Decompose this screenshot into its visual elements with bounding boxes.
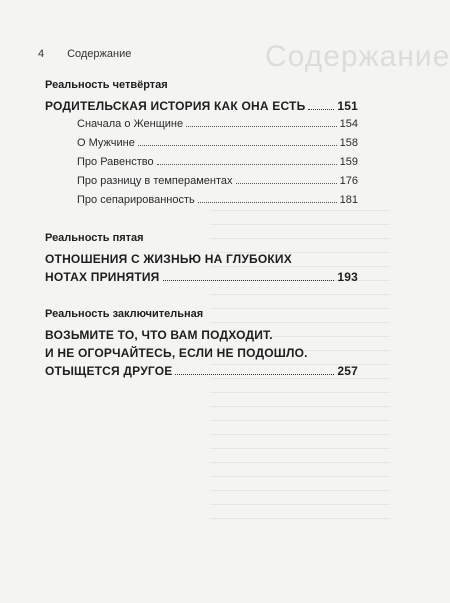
subentry-title: Про Равенство — [77, 156, 154, 168]
page-ref: 176 — [339, 175, 358, 187]
page-ref: 193 — [337, 270, 358, 284]
page-ref: 158 — [339, 137, 358, 149]
section-label: Реальность пятая — [45, 232, 144, 244]
subentry-title: Про разницу в темпераментах — [77, 175, 233, 187]
toc-section-4 — [45, 79, 358, 210]
toc-subentry[interactable] — [77, 191, 358, 210]
page-ref: 181 — [339, 194, 358, 206]
page-ref: 154 — [339, 118, 358, 130]
chapter-title-line[interactable]: ОТНОШЕНИЯ С ЖИЗНЬЮ НА ГЛУБОКИХ — [45, 252, 292, 266]
toc-subentry[interactable] — [77, 115, 358, 134]
chapter-title-line: НОТАХ ПРИНЯТИЯ — [45, 270, 160, 284]
chapter-title-line[interactable]: И НЕ ОГОРЧАЙТЕСЬ, ЕСЛИ НЕ ПОДОШЛО. — [45, 346, 308, 360]
subentry-title: Сначала о Женщине — [77, 118, 184, 130]
dot-leader — [198, 202, 337, 203]
table-of-contents — [45, 79, 358, 402]
page-ref: 257 — [337, 364, 358, 378]
page-ref: 151 — [337, 99, 358, 113]
toc-subentry[interactable] — [77, 134, 358, 153]
toc-subentry[interactable] — [77, 172, 358, 191]
chapter-title-line: ОТЫЩЕТСЯ ДРУГОЕ — [45, 364, 173, 378]
dot-leader — [163, 280, 335, 281]
toc-entry[interactable] — [45, 97, 358, 115]
subentry-title: Про сепарированность — [77, 194, 195, 206]
chapter-title-line[interactable]: ВОЗЬМИТЕ ТО, ЧТО ВАМ ПОДХОДИТ. — [45, 328, 273, 342]
chapter-title: РОДИТЕЛЬСКАЯ ИСТОРИЯ КАК ОНА ЕСТЬ — [45, 99, 306, 113]
page-ref: 159 — [339, 156, 358, 168]
dot-leader — [138, 145, 337, 146]
section-label: Реальность заключительная — [45, 308, 204, 320]
page-number: 4 — [38, 48, 45, 60]
section-label: Реальность четвёртая — [45, 79, 168, 91]
running-title: Содержание — [67, 48, 132, 60]
dot-leader — [308, 109, 334, 110]
dot-leader — [175, 374, 334, 375]
toc-subentry[interactable] — [77, 153, 358, 172]
toc-entry[interactable] — [45, 362, 358, 380]
subentry-title: О Мужчине — [77, 137, 135, 149]
dot-leader — [157, 164, 337, 165]
toc-section-final — [45, 308, 358, 380]
running-header — [38, 48, 131, 60]
toc-entry[interactable] — [45, 268, 358, 286]
dot-leader — [186, 126, 337, 127]
toc-section-5 — [45, 232, 358, 286]
dot-leader — [236, 183, 337, 184]
bleed-through-heading: Содержание — [265, 40, 450, 73]
